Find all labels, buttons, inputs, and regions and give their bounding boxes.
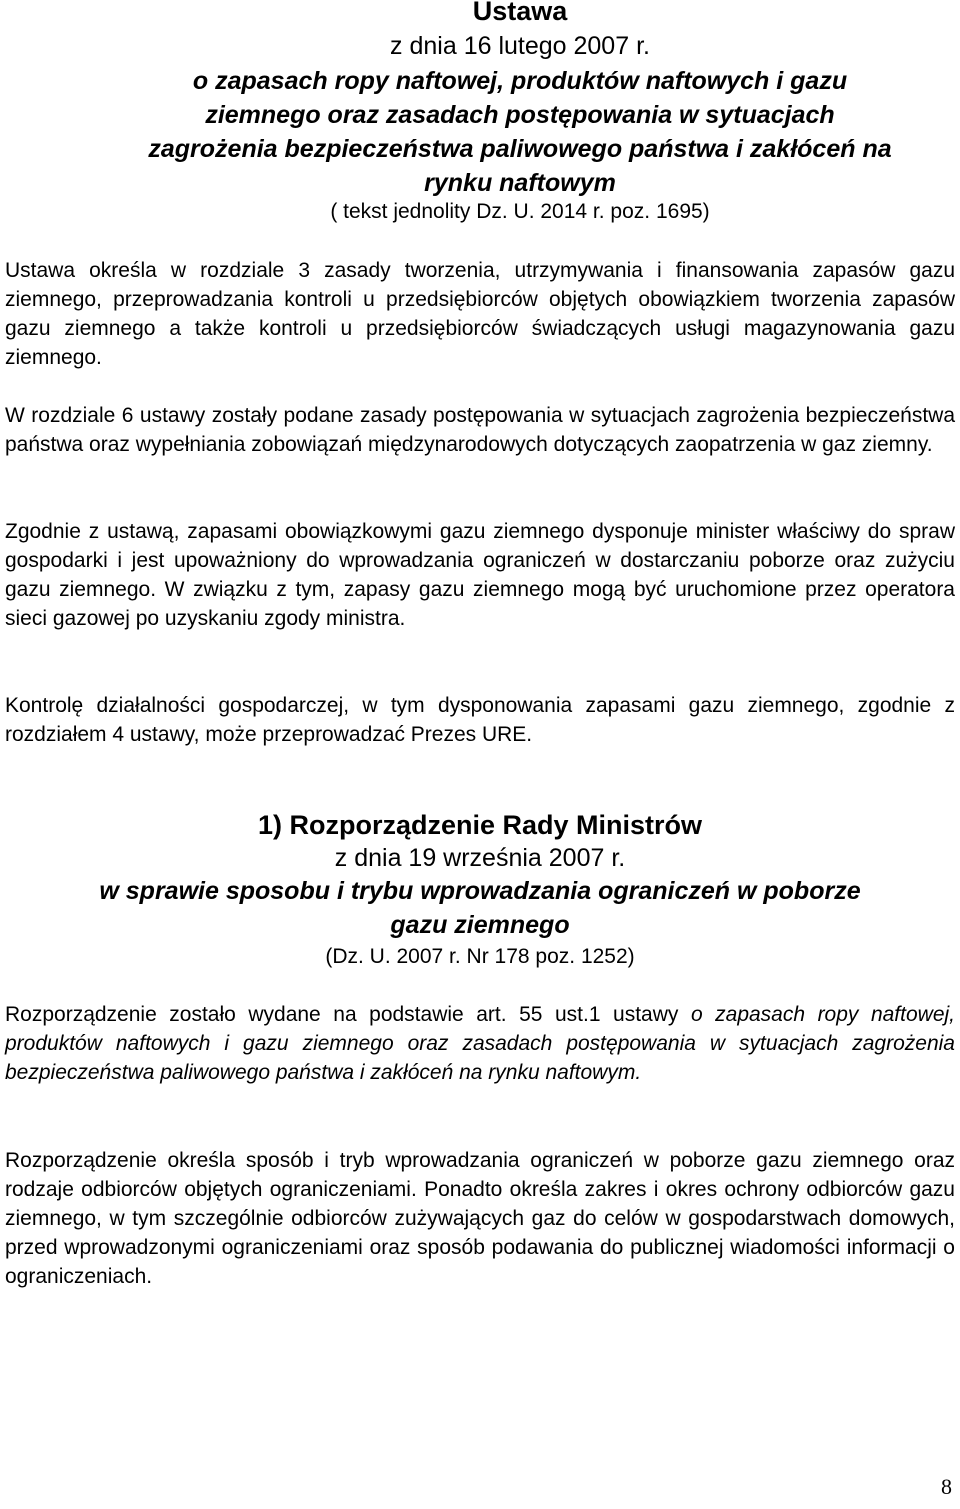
legal-basis-text: Rozporządzenie zostało wydane na podstawie art. 55 ust.1 ustawy [5, 1003, 691, 1026]
paragraph-mandatory-reserves: Zgodnie z ustawą, zapasami obowiązkowymi gazu ziemnego dysponuje minister właściwy do spraw gospodarki i jest upoważniony do wprowadzania ograniczeń w dostarczaniu poborze oraz zużyciu gazu ziemnego. W związku z tym, zapasy gazu ziemnego mogą być uruchomione przez operatora sieci gazowej po uzyskaniu zgody ministra. [5, 520, 955, 630]
regulation-date: z dnia 19 września 2007 r. [334, 844, 626, 872]
act-title: Ustawa [472, 0, 568, 26]
regulation-subject-line: gazu ziemnego [390, 911, 570, 939]
paragraph-legal-basis [5, 1000, 955, 1087]
act-reference: ( tekst jednolity Dz. U. 2014 r. poz. 1695) [330, 200, 710, 223]
paragraph-chapter-6: W rozdziale 6 ustawy zostały podane zasady postępowania w sytuacjach zagrożenia bezpieczeństwa państwa oraz wypełniania zobowiązań międzynarodowych dotyczących zaopatrzenia w gaz ziemny. [5, 404, 955, 456]
legal-basis-act-name: o zapasach ropy naftowej, produktów naftowych i gazu ziemnego oraz zasadach postępowania w sytuacjach zagrożenia bezpieczeństwa paliwowego państwa i zakłóceń na rynku naftowym. [5, 1003, 955, 1084]
regulation-title: 1) Rozporządzenie Rady Ministrów [257, 810, 703, 840]
act-subject-line: ziemnego oraz zasadach postępowania w sytuacjach [205, 101, 835, 129]
page-number: 8 [941, 1474, 952, 1499]
paragraph-chapter-3: Ustawa określa w rozdziale 3 zasady tworzenia, utrzymywania i finansowania zapasów gazu ziemnego, przeprowadzania kontroli u przedsiębiorców objętych obowiązkiem tworzenia zapasów gazu ziemnego a także kontroli u przedsiębiorców świadczących usługi magazynowania gazu ziemnego. [5, 259, 955, 369]
act-subject-line: o zapasach ropy naftowej, produktów naftowych i gazu [192, 67, 848, 95]
paragraph-control-ure: Kontrolę działalności gospodarczej, w tym dysponowania zapasami gazu ziemnego, zgodnie z rozdziałem 4 ustawy, może przeprowadzać Prezes URE. [5, 694, 955, 746]
regulation-subject [0, 874, 960, 942]
act-subject-line: zagrożenia bezpieczeństwa paliwowego państwa i zakłóceń na [148, 135, 892, 163]
act-subject-line: rynku naftowym [424, 169, 616, 197]
regulation-reference: (Dz. U. 2007 r. Nr 178 poz. 1252) [325, 945, 635, 968]
paragraph-regulation-scope: Rozporządzenie określa sposób i tryb wprowadzania ograniczeń w poborze gazu ziemnego oraz rodzaje odbiorców objętych ograniczeniami. Ponadto określa zakres i okres ochrony odbiorców gazu ziemnego, w tym szczególnie odbiorców zużywających gaz do celów w gospodarstwach domowych, przed wprowadzonymi ograniczeniami oraz sposób podawania do publicznej wiadomości informacji o ograniczeniach. [5, 1149, 955, 1288]
act-subject [0, 64, 960, 200]
act-date: z dnia 16 lutego 2007 r. [390, 32, 650, 60]
regulation-subject-line: w sprawie sposobu i trybu wprowadzania ograniczeń w poborze [99, 877, 861, 905]
